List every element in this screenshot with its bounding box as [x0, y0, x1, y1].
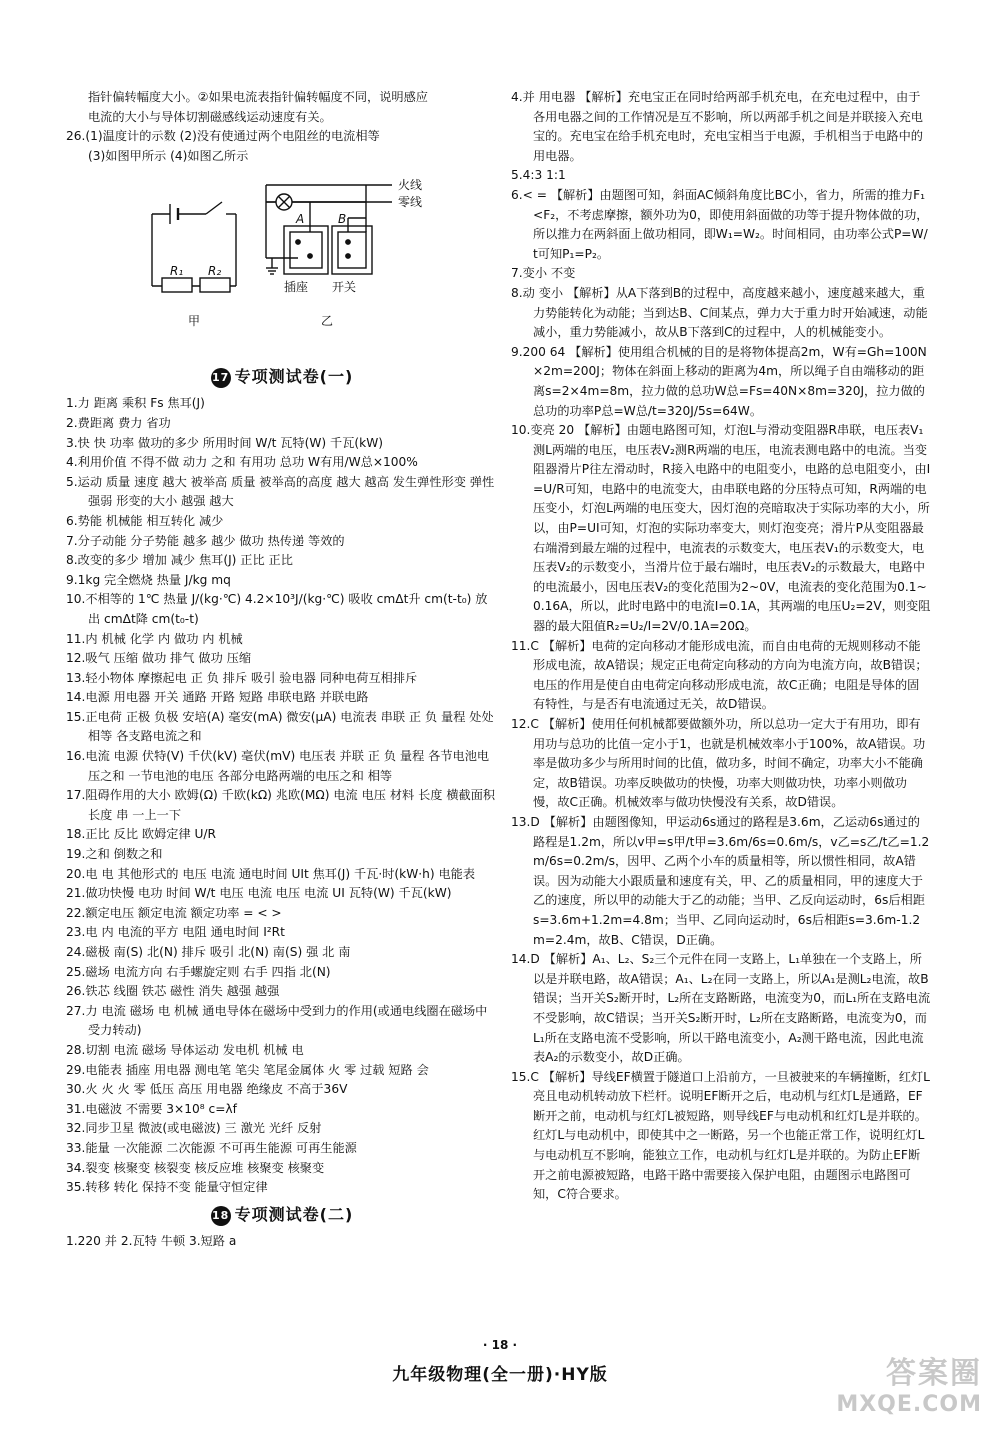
answer-line: 13.轻小物体 摩擦起电 正 负 排斥 吸引 验电器 同种电荷互相排斥: [66, 670, 418, 685]
answer-line: 25.磁场 电流方向 右手螺旋定则 右手 四指 北(N): [66, 964, 331, 979]
circuit-diagrams-svg: [66, 170, 498, 360]
circuit-jia: [152, 202, 236, 292]
answer-line: 31.电磁波 不需要 3×10⁸ c=λf: [66, 1101, 237, 1116]
answer-line: 22.额定电压 额定电流 额定功率 = < >: [66, 905, 282, 920]
answer-line: 6.势能 机械能 相互转化 减少: [66, 513, 224, 528]
answer-line: 11.内 机械 化学 内 做功 内 机械: [66, 631, 243, 646]
answer-line: 30.火 火 火 零 低压 高压 用电器 绝缘皮 不高于36V: [66, 1082, 348, 1097]
book-title: 九年级物理(全一册)·HY版: [392, 1365, 608, 1385]
label-socket: 插座: [284, 280, 309, 295]
answer-line: 34.裂变 核聚变 核裂变 核反应堆 核聚变 核聚变: [66, 1160, 325, 1175]
answer-line: 7.分子动能 分子势能 越多 越少 做功 热传递 等效的: [66, 533, 345, 548]
answer-14: 14.D 【解析】A₁、L₂、S₂三个元件在同一支路上，L₁单独在一个支路上，所以是并联电路，故A错误；A₁、L₂在同一支路上，所以A₁是测L₂电流，故B错误；当开关S₂断开时，L₂所在支路断路，电流变为0，而L₁所在支路电流不受影响，故C错误；当开关S₂断开时，L₂所在支路断路，电流变为0，而L₁所在支路电流不受影响，所以干路电流变小，A₂测干路电流，因此电流表A₂的示数变小，故D正确。: [511, 952, 931, 1065]
answer-line: 18.正比 反比 欧姆定律 U/R: [66, 827, 216, 842]
label-r1: R₁: [170, 264, 184, 279]
section-title-18: [66, 1205, 498, 1226]
section-badge: 18: [211, 1206, 231, 1226]
answer-11: 11.C 【解析】电荷的定向移动才能形成电流，而自由电荷的无规则移动不能形成电流，故A错误；规定正电荷定向移动的方向为电流方向，故B错误；电压的作用是使自由电荷定向移动形成电流，故C正确；电阻是导体的固有特性，与是否有电流通过无关，故D错误。: [511, 638, 928, 712]
answer-line: 29.电能表 插座 用电器 测电笔 笔尖 笔尾金属体 火 零 过载 短路 会: [66, 1062, 429, 1077]
answer-line: 14.电源 用电器 开关 通路 开路 短路 串联电路 并联电路: [66, 690, 369, 705]
page-number: · 18 ·: [482, 1338, 518, 1352]
text-line: 电流的大小与导体切割磁感线运动速度有关。: [88, 109, 332, 124]
label-yi: 乙: [321, 314, 334, 329]
label-r2: R₂: [208, 264, 222, 279]
answer-15: 15.C 【解析】导线EF横置于隧道口上沿前方，一旦被驶来的车辆撞断，红灯L亮且电动机转动放下栏杆。说明EF断开之后，电动机与红灯L是通路，EF断开之前，电动机与红灯L被短路，则导线EF与电动机和红灯L是并联的。红灯L与电动机中，即使其中之一断路，另一个也能正常工作，说明红灯L与电动机互不影响，能独立工作，电动机与红灯L是并联的。为防止EF断开之前电源被短路，电路干路中需要接入保护电阻，由题图示电路图可知，C符合要求。: [511, 1069, 930, 1202]
label-neutral-wire: 零线: [398, 195, 423, 210]
label-point-b: B: [338, 212, 347, 227]
answer-8: 8.动 变小 【解析】从A下落到B的过程中，高度越来越小，速度越来越大，重力势能转化为动能；当到达B、C间某点，弹力大于重力时开始减速，动能减小，重力势能减小，故从B下落到C的过程中，人的机械能变小。: [511, 285, 928, 340]
section-title-17: [66, 367, 498, 388]
answer-line: 21.做功快慢 电功 时间 W/t 电压 电流 电压 电流 UI 瓦特(W) 千瓦(kW): [66, 886, 452, 901]
label-point-a: A: [296, 212, 305, 227]
answer-10: 10.变亮 20 【解析】由题电路图可知，灯泡L与滑动变阻器R串联，电压表V₁测L两端的电压，电压表V₂测R两端的电压，电流表测电路中的电流。当变阻器滑片P往左滑动时，R接入电路中的电阻变小，电路的总电阻变小，由I=U/R可知，电路中的电流变大，由串联电路的分压特点可知，R两端的电压变小，灯泡L两端的电压变大，因灯泡的亮暗取决于实际功率的大小，所以，由P=UI可知，灯泡的实际功率变大，则灯泡变亮；滑片P从变阻器最右端滑到最左端的过程中，电流表的示数变大，电压表V₁的示数变大，电压表V₂的示数变小，当滑片位于最右端时，电压表V₂的示数最大，电路中的电流最小，因电压表V₂的变化范围为2~0V，电流表的变化范围为0.1~0.16A，所以，此时电路中的电流I=0.1A，其两端的电压U₂=2V，则变阻器的最大阻值R₂=U₂/I=2V/0.1A=20Ω。: [511, 423, 931, 634]
section-badge: 17: [211, 368, 231, 388]
right-column: [511, 88, 931, 1205]
answer-line: 1.力 距离 乘积 Fs 焦耳(J): [66, 396, 205, 411]
answer-line: 16.电流 电源 伏特(V) 千伏(kV) 毫伏(mV) 电压表 并联 正 负 量程 各节电池电压之和 一节电池的电压 各部分电路两端的电压之和 相等: [66, 749, 490, 783]
watermark-url: MXQE.COM: [836, 1392, 982, 1417]
answer-line: 20.电 电 其他形式的 电压 电流 通电时间 UIt 焦耳(J) 千瓦·时(kW·h) 电能表: [66, 866, 476, 881]
answer-line: 9.1kg 完全燃烧 热量 J/kg mq: [66, 572, 231, 587]
answer-4: 4.并 用电器 【解析】充电宝正在同时给两部手机充电，在充电过程中，由于各用电器之间的工作情况是互不影响，所以两部手机之间是并联接入充电宝的。充电宝在给手机充电时，充电宝相当于电源，手机相当于电路中的用电器。: [511, 90, 923, 163]
section-title-text: 专项测试卷(一): [234, 367, 354, 387]
watermark-logo: [832, 1356, 982, 1426]
answer-line: 28.切割 电流 磁场 导体运动 发电机 机械 电: [66, 1042, 304, 1057]
circuit-yi: [266, 185, 392, 274]
text-line: 指针偏转幅度大小。②如果电流表指针偏转幅度不同，说明感应: [88, 90, 428, 104]
answer-line: 1.220 并 2.瓦特 牛顿 3.短路 a: [66, 1233, 237, 1248]
answer-5: 5.4:3 1:1: [511, 168, 566, 183]
answer-9: 9.200 64 【解析】使用组合机械的目的是将物体提高2m，W有=Gh=100N×2m=200J；物体在斜面上移动的距离为4m，所以绳子自由端移动的距离s=2×4m=8m，拉力做的总功W总=Fs=40N×8m=320J，拉力做的总功的功率P总=W总/t=320J/5s=64W。: [511, 344, 927, 418]
answer-line: 26.铁芯 线圈 铁芯 磁性 消失 越强 越强: [66, 984, 280, 999]
answer-line: 19.之和 倒数之和: [66, 847, 163, 862]
circuit-figure: [66, 170, 498, 360]
label-live-wire: 火线: [398, 178, 423, 193]
answer-line: 35.转移 转化 保持不变 能量守恒定律: [66, 1180, 268, 1195]
answer-line: 27.力 电流 磁场 电 机械 通电导体在磁场中受到力的作用(或通电线圈在磁场中受力转动): [66, 1003, 488, 1038]
answer-12: 12.C 【解析】使用任何机械都要做额外功，所以总功一定大于有用功，即有用功与总功的比值一定小于1，也就是机械效率小于100%，故A错误。功率是做功多少与所用时间的比值，做功多，时间不确定，功率大小不能确定，故B错误。功率反映做功的快慢，功率大则做功快，功率小则做功慢，故C正确。机械效率与做功快慢没有关系，故D错误。: [511, 717, 926, 810]
answer-26: 26.(1)温度计的示数 (2)没有使通过两个电阻丝的电流相等: [66, 129, 380, 144]
answer-line: 12.吸气 压缩 做功 排气 做功 压缩: [66, 651, 252, 666]
answer-line: 23.电 内 电流的平方 电阻 通电时间 I²Rt: [66, 925, 285, 940]
answer-line: 3.快 快 功率 做功的多少 所用时间 W/t 瓦特(W) 千瓦(kW): [66, 435, 384, 450]
section-title-text: 专项测试卷(二): [234, 1204, 354, 1224]
answer-line: 4.利用价值 不得不做 动力 之和 有用功 总功 W有用/W总×100%: [66, 455, 418, 470]
answer-line: 15.正电荷 正极 负极 安培(A) 毫安(mA) 微安(μA) 电流表 串联 正 负 量程 处处相等 各支路电流之和: [66, 709, 494, 744]
answer-7: 7.变小 不变: [511, 266, 576, 281]
answer-line: 33.能量 一次能源 二次能源 不可再生能源 可再生能源: [66, 1140, 357, 1155]
answer-line: 5.运动 质量 速度 越大 被举高 质量 被举高的高度 越大 越高 发生弹性形变 弹性强弱 形变的大小 越强 越大: [66, 474, 495, 509]
watermark-text: 答案圈: [886, 1356, 982, 1391]
label-jia: 甲: [188, 314, 201, 329]
answer-line: 2.费距离 费力 省功: [66, 415, 171, 430]
answer-line: 17.阻碍作用的大小 欧姆(Ω) 千欧(kΩ) 兆欧(MΩ) 电流 电压 材料 长度 横截面积 长度 串 一上一下: [66, 788, 496, 822]
answers-section-17: [66, 394, 498, 1197]
answer-line: 24.磁极 南(S) 北(N) 排斥 吸引 北(N) 南(S) 强 北 南: [66, 945, 351, 959]
answer-6: 6.< = 【解析】由题图可知，斜面AC倾斜角度比BC小，省力，所需的推力F₁<F₂，不考虑摩擦，额外功为0，即使用斜面做的功等于提升物体做的功，所以推力在两斜面上做功相同，即W₁=W₂。时间相同，由功率公式P=W/t可知P₁=P₂。: [511, 187, 929, 261]
answer-line: 10.不相等的 1℃ 热量 J/(kg·℃) 4.2×10³J/(kg·℃) 吸收 cmΔt升 cm(t-t₀) 放出 cmΔt降 cm(t₀-t): [66, 592, 488, 626]
text-line: (3)如图甲所示 (4)如图乙所示: [88, 148, 249, 163]
answer-line: 32.同步卫星 微波(或电磁波) 三 激光 光纤 反射: [66, 1121, 322, 1136]
answer-13: 13.D 【解析】由题图像知，甲运动6s通过的路程是3.6m，乙运动6s通过的路程是1.2m，所以v甲=s甲/t甲=3.6m/6s=0.6m/s，v乙=s乙/t乙=1.2m/6s=0.2m/s，因甲、乙两个小车的质量相等，所以惯性相同，故A错误。因为动能大小跟质量和速度有关，甲、乙的质量相同，甲的速度大于乙的速度，所以甲的动能大于乙的动能；当甲、乙反向运动时，6s后相距s=3.6m+1.2m=4.8m；当甲、乙同向运动时，6s后相距s=3.6m-1.2m=2.4m，故B、C错误，D正确。: [511, 814, 930, 947]
left-column: [66, 88, 498, 1251]
label-switch: 开关: [332, 280, 357, 295]
answer-line: 8.改变的多少 增加 减少 焦耳(J) 正比 正比: [66, 553, 293, 568]
